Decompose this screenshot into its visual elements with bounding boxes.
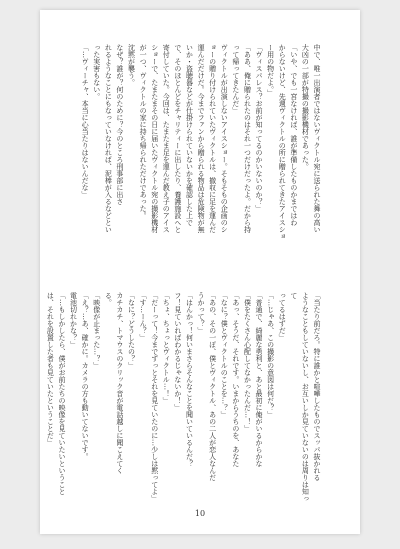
text-line: は、それを設置した者も見ていたということだ」 [46,292,55,446]
text-line: 「当たり前だろ。特に誰かと喧嘩したものでスッパ抜かれる [313,292,321,481]
text-line: いか・盗聴器などが仕掛けられていないかを確認した上で [185,44,194,226]
text-line: で、そのほとんどをチャリティーに出したり、養護施設へと [173,44,182,233]
text-line: 「なに？僕とヴィクトルのことを…？」 [220,292,229,418]
text-line: 「はんかっ！何いまさらそんなことを聞いているんだ？ [185,292,194,467]
bottom-text-column [40,292,360,504]
text-line: 「す…ーん？」 [139,292,148,341]
text-line: カチカチ、トマウスのクリック音が電話越しに聞こえてく [115,292,124,474]
text-line: れるようなことにもなっていなければ、泥棒が入るなどとい [104,44,113,233]
text-line: うかって？」 [197,292,206,334]
text-line: 「…ヴィーチャ、本当に心当たりはないんだな」 [81,44,90,198]
text-line: 「映像が止まった…？」 [92,292,101,369]
text-line: 「え？…あ、確かに。カメラの方も動いてないです。 [81,292,90,460]
text-line: 「なに？どうしたの？」 [127,292,136,369]
text-line: る。 [104,292,113,306]
text-line: 「ヴィスパレス？お前が知ってるのかいないのか？」 [255,44,264,212]
text-line: 大凶の一部が特撮の撮影機材であった。 [301,44,310,170]
text-line: からないけど、先週ヴィクトルの所に贈られてきたアイスショ [278,44,287,240]
text-line: 「…もしかしたら、僕がお前たちの映像を見ていたいということ [57,292,66,495]
text-line: 「ああ、俺に贈られたのはそれ一つだけだったよ。だから持 [243,44,252,233]
top-text-column [40,44,360,272]
text-line: ー用の物だよ。」 [266,44,275,97]
text-line: 沈黙が襲う。 [127,44,136,86]
text-line: 電池切れかな？」 [69,292,78,348]
text-line: って帰ってきたんだ」 [231,44,240,114]
text-line: 「ちょ、ちょっとヴィクトル…！」 [162,292,171,404]
text-line: フ！見ていればわかるじゃないか！」 [173,292,182,411]
document-page [40,10,360,534]
text-line: ヴィクトルが出演しないアイスショー。そもそもの企画のシ [220,44,229,233]
text-line: が一つ、ヴィクトルの家に持ち帰られただけであった。 [139,44,148,219]
text-line: った実害もない。 [92,44,101,100]
page-number: 10 [194,509,206,518]
text-line: 「…じゃあ、この撮影の意図は何だ？」 [266,292,275,418]
text-line: 「いや、でも一宮なければ、誰が準備したものかまではわ [289,44,298,226]
text-line: 運んだだけだ。今までファンから贈られる物品は危険物が無 [197,44,206,233]
text-line: 「だーって！今までずっとそれを見ていたのに…少しは黙ってよ」 [150,292,159,502]
text-line: 寄付していた。今回は、たまたま足を運んだ教え子のアイス [162,44,171,233]
text-line: 「普通で、綺麗な勇利と、あと最初に俺がいるからかな [255,292,264,467]
text-line: 「あの、その一ぽ、僕とヴィクトル、あの二人が恋人なんだ [208,292,217,481]
text-line: 「僕をたくさん心配してなかったんだ…！」 [243,292,252,432]
text-line: ってるはずだ」 [278,292,287,341]
text-line: ョーの贈り付けられていたヴィクトルは、撤収に足を運んだ [208,44,217,233]
text-line: 中で、唯一出演者ではないヴィクトル宛に送られた舞の高い [313,44,321,233]
text-line: ショーで、たまたまその日に届いたヴィクトル宛の撮影機材 [150,44,159,233]
text-line: 「あっ、そうだ、それです。いまからうちのを、あなた [231,292,240,467]
text-line: ようなこともしていないし、お互いしか見ていないのは周りは知って [289,292,310,502]
text-line: なぜ？誰が？何のために？今のところ刑事部に出さ [115,44,124,205]
